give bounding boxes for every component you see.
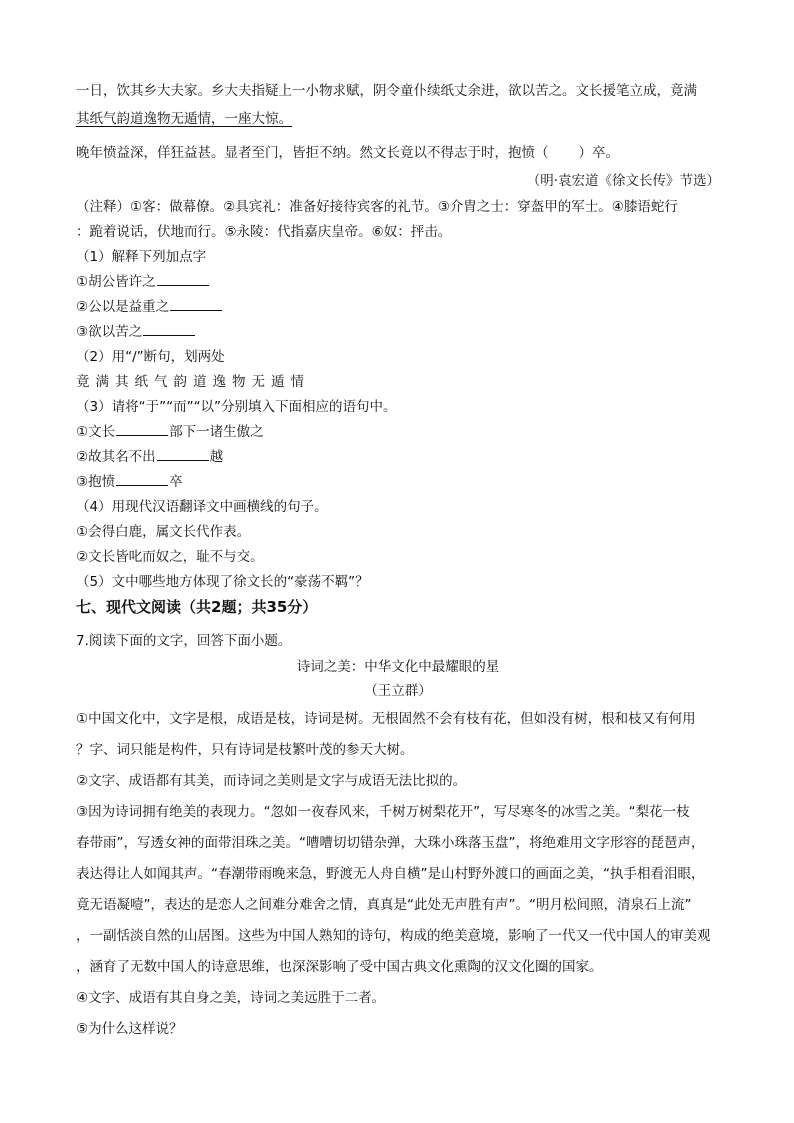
answer-blank[interactable] <box>157 448 209 461</box>
paragraph-3-line-1: ③因为诗词拥有绝美的表现力。“忽如一夜春风来，千树万树梨花开”，写尽寒冬的冰雪之美。“梨花一枝 <box>76 804 690 820</box>
paragraph-2: ②文字、成语都有其美，而诗词之美则是文字与成语无法比拟的。 <box>76 773 467 789</box>
answer-blank[interactable] <box>143 323 195 336</box>
question-3a-pre: ①文长 <box>76 424 116 440</box>
paragraph-1-line-2: ？字、词只能是构件，只有诗词是枝繁叶茂的参天大树。 <box>76 742 414 758</box>
question-1c-text: ③欲以苦之 <box>76 324 143 340</box>
question-1c <box>76 323 720 341</box>
paragraph-3-line-3: 表达得让人如闻其声。“春潮带雨晚来急，野渡无人舟自横”是山村野外渡口的画面之美，“执手相看泪眼， <box>76 866 705 882</box>
answer-blank[interactable] <box>157 273 209 286</box>
passage-line-3-end: ）卒。 <box>578 145 619 161</box>
paragraph-1-line-1: ①中国文化中，文字是根，成语是枝，诗词是树。无根固然不会有枝有花，但如没有树，根和枝又有何用 <box>76 711 696 727</box>
question-1b-text: ②公以是益重之 <box>76 299 170 315</box>
question-1a <box>76 273 720 291</box>
question-3b <box>76 448 720 466</box>
notes-line-2: ：跪着说话，伏地而行。⑤永陵：代指嘉庆皇帝。⑥奴：抨击。 <box>76 224 452 240</box>
question-3a-post: 部下一诸生傲之 <box>169 424 264 440</box>
paragraph-3-line-5: ，一副恬淡自然的山居图。这些为中国人熟知的诗句，构成的绝美意境，影响了一代又一代中国人的审美观 <box>76 928 711 944</box>
paragraph-5: ⑤为什么这样说？ <box>76 1021 183 1037</box>
answer-blank[interactable] <box>116 423 168 436</box>
source-citation: （明·袁宏道《徐文长传》节选） <box>526 173 720 189</box>
question-3b-post: 越 <box>209 449 224 465</box>
passage-line-3 <box>76 144 720 162</box>
question-4b: ②文长皆叱而奴之，耻不与交。 <box>76 549 264 565</box>
question-3b-pre: ②故其名不出 <box>76 449 156 465</box>
paragraph-4: ④文字、成语有其自身之美，诗词之美远胜于二者。 <box>76 990 386 1006</box>
question-4a: ①会得白鹿，属文长代作表。 <box>76 524 251 540</box>
underlined-sentence: 其纸气韵道逸物无遁情，一座大惊。 <box>76 111 292 127</box>
question-3a <box>76 423 720 441</box>
paragraph-3-line-4: 竟无语凝噎”，表达的是恋人之间难分难舍之情，真真是“此处无声胜有声”。“明月松间照，清泉石上流” <box>76 897 692 913</box>
answer-blank[interactable] <box>116 473 168 486</box>
passage-line-3-text: 晚年愤益深，佯狂益甚。显者至门，皆拒不纳。然文长竟以不得志于时，抱愤（ <box>76 145 549 161</box>
paragraph-3-line-6: ，涵育了无数中国人的诗意思维，也深深影响了受中国古典文化熏陶的汉文化圈的国家。 <box>76 959 603 975</box>
paragraph-3-line-2: 春带雨”，写透女神的面带泪珠之美。“嘈嘈切切错杂弹，大珠小珠落玉盘”，将绝难用文字形容的琵琶声， <box>76 835 705 851</box>
passage-line-1: 一日，饮其乡大夫家。乡大夫指疑上一小物求赋，阴令童仆续纸丈余进，欲以苦之。文长援笔立成，竟满 <box>76 83 697 99</box>
article-author: （王立群） <box>364 683 432 699</box>
question-4: （4）用现代汉语翻译文中画横线的句子。 <box>76 499 328 515</box>
question-3c-post: 卒 <box>169 474 183 490</box>
answer-blank[interactable] <box>170 298 222 311</box>
passage-line-2-underlined <box>76 110 720 128</box>
question-3c <box>76 473 720 491</box>
question-5: （5）文中哪些地方体现了徐文长的“豪荡不羁”？ <box>76 574 369 590</box>
question-2-text: 竟满其纸气韵道逸物无遁情 <box>76 374 310 390</box>
question-2: （2）用“/”断句，划两处 <box>76 349 225 365</box>
notes-line-1: （注释）①客：做幕僚。②具宾礼：准备好接待宾客的礼节。③介胄之士：穿盔甲的军士。④膝语蛇行 <box>76 199 678 215</box>
question-1a-text: ①胡公皆许之 <box>76 274 156 290</box>
question-3c-pre: ③抱愤 <box>76 474 116 490</box>
section-intro: 7.阅读下面的文字，回答下面小题。 <box>76 633 292 649</box>
question-1b <box>76 298 720 316</box>
section-heading: 七、现代文阅读（共2题；共35分） <box>76 598 318 616</box>
question-3: （3）请将“于”“而”“以”分别填入下面相应的语句中。 <box>76 399 397 415</box>
article-title: 诗词之美：中华文化中最耀眼的星 <box>296 659 500 675</box>
question-1: （1）解释下列加点字 <box>76 249 207 265</box>
